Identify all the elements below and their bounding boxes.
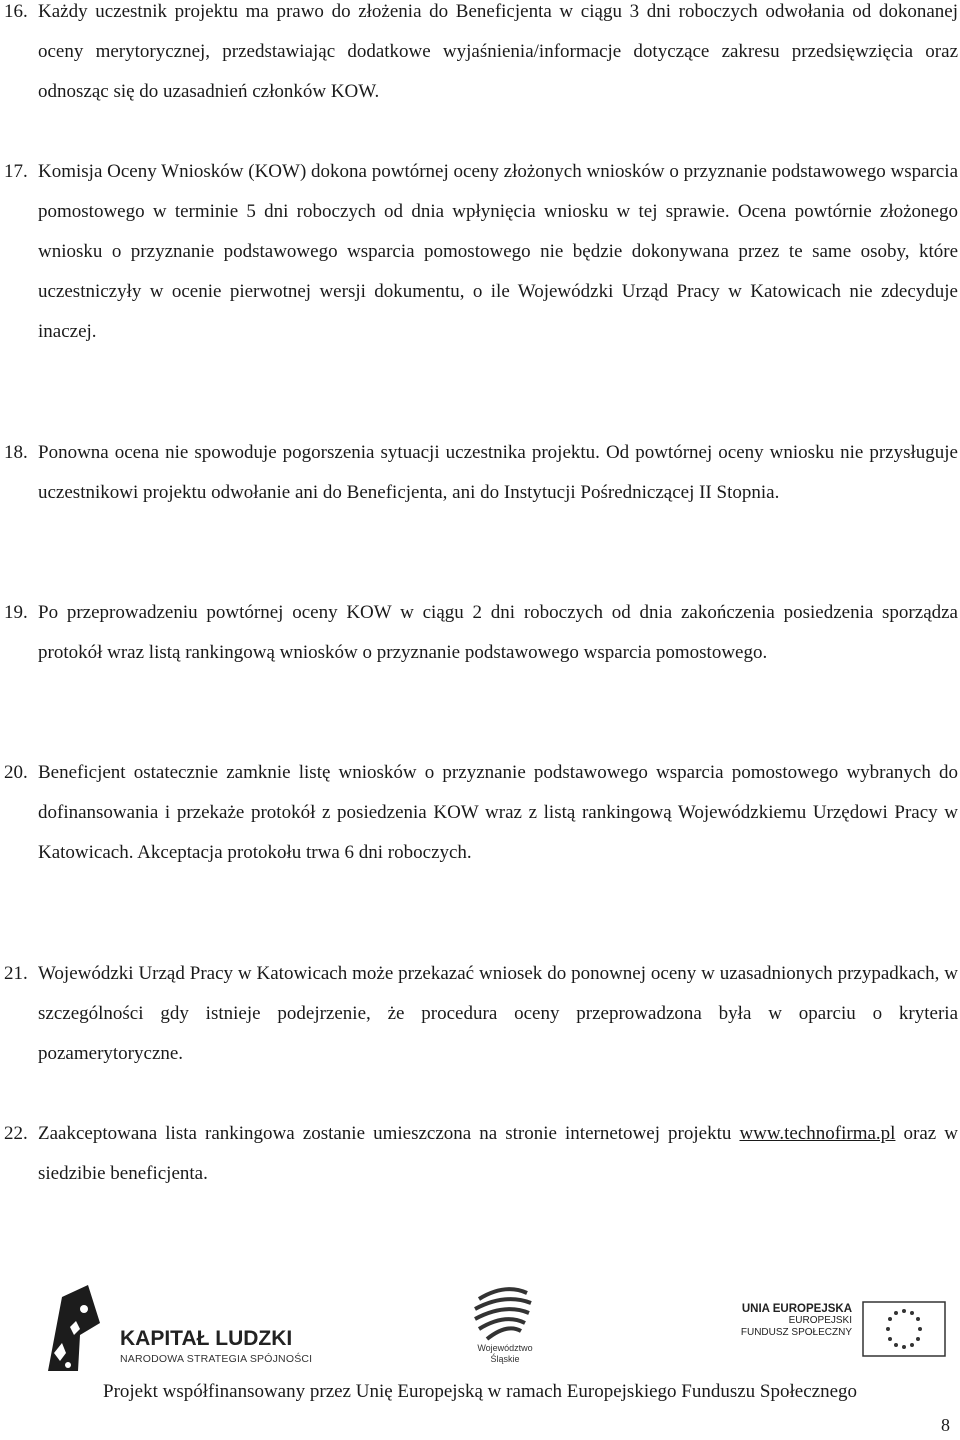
item-number: 18. [4,442,28,463]
website-link[interactable]: www.technofirma.pl [739,1123,896,1144]
cofinancing-footer: Projekt współfinansowany przez Unię Europejską w ramach Europejskiego Funduszu Społecznego [103,1381,857,1402]
item-text-before-link: Zaakceptowana lista rankingowa zostanie umieszczona na stronie internetowej projektu [38,1123,740,1144]
item-text: Beneficjent ostatecznie zamknie listę wniosków o przyznanie podstawowego wsparcia pomostowego wybranych do dofinansowania i przekaże protokół z posiedzenia KOW wraz z listą rankingową Wojewódzkiemu Urzędowi Pracy w Katowicach. Akceptacja protokołu trwa 6 dni roboczych. [38,762,958,863]
item-text: Każdy uczestnik projektu ma prawo do złożenia do Beneficjenta w ciągu 3 dni roboczych odwołania od dokonanej oceny merytorycznej, przedstawiając dodatkowe wyjaśnienia/informacje dotyczące zakresu przedsięwzięcia oraz odnosząc się do uzasadnień członków KOW. [38,1,958,102]
kapital-ludzki-title: KAPITAŁ LUDZKI [120,1327,293,1350]
item-text [38,1114,958,1194]
item-number: 22. [4,1123,28,1144]
item-text-after-link: oraz w siedzibie beneficjenta. [38,1123,958,1184]
item-number: 17. [4,161,28,182]
footer-logos [0,1275,960,1375]
eu-flag-icon [862,1301,946,1357]
unia-europejska-logo [740,1301,950,1361]
kapital-ludzki-logo [40,1283,313,1373]
item-number: 21. [4,963,28,984]
ue-line3: FUNDUSZ SPOŁECZNY [740,1327,852,1338]
wojewodztwo-line2: Śląskie [490,1354,520,1364]
wojewodztwo-emblem-icon [465,1283,545,1343]
ue-text [740,1303,852,1339]
item-text: Po przeprowadzeniu powtórnej oceny KOW w ciągu 2 dni roboczych od dnia zakończenia posiedzenia sporządza protokół wraz listą rankingową wniosków o przyznanie podstawowego wsparcia pomostowego. [38,602,958,663]
item-text: Wojewódzki Urząd Pracy w Katowicach może przekazać wniosek do ponownej oceny w uzasadnionych przypadkach, w szczególności gdy istnieje podejrzenie, że procedura oceny przeprowadzona była w oparciu o kryteria pozamerytoryczne. [38,963,958,1064]
ue-line1: UNIA EUROPEJSKA [741,1303,852,1315]
wojewodztwo-line1: Województwo [477,1343,533,1353]
item-number: 19. [4,602,28,623]
item-number: 20. [4,762,28,783]
wojewodztwo-text [465,1343,545,1365]
kapital-ludzki-subtitle: NARODOWA STRATEGIA SPÓJNOŚCI [120,1353,313,1365]
kapital-ludzki-emblem-icon [40,1283,120,1375]
item-number: 16. [4,1,28,22]
ue-line2: EUROPEJSKI [788,1315,852,1326]
page-number: 8 [941,1415,950,1435]
item-text: Komisja Oceny Wniosków (KOW) dokona powtórnej oceny złożonych wniosków o przyznanie podstawowego wsparcia pomostowego w terminie 5 dni roboczych od dnia wpłynięcia wniosku w tej sprawie. Ocena powtórnie złożonego wniosku o przyznanie podstawowego wsparcia pomostowego nie będzie dokonywana przez te same osoby, które uczestniczyły w ocenie pierwotnej wersji dokumentu, o ile Wojewódzki Urząd Pracy w Katowicach nie zdecyduje inaczej. [38,161,958,342]
item-text: Ponowna ocena nie spowoduje pogorszenia sytuacji uczestnika projektu. Od powtórnej oceny wniosku nie przysługuje uczestnikowi projektu odwołanie ani do Beneficjenta, ani do Instytucji Pośredniczącej II Stopnia. [38,442,958,503]
wojewodztwo-slaskie-logo [465,1283,545,1375]
